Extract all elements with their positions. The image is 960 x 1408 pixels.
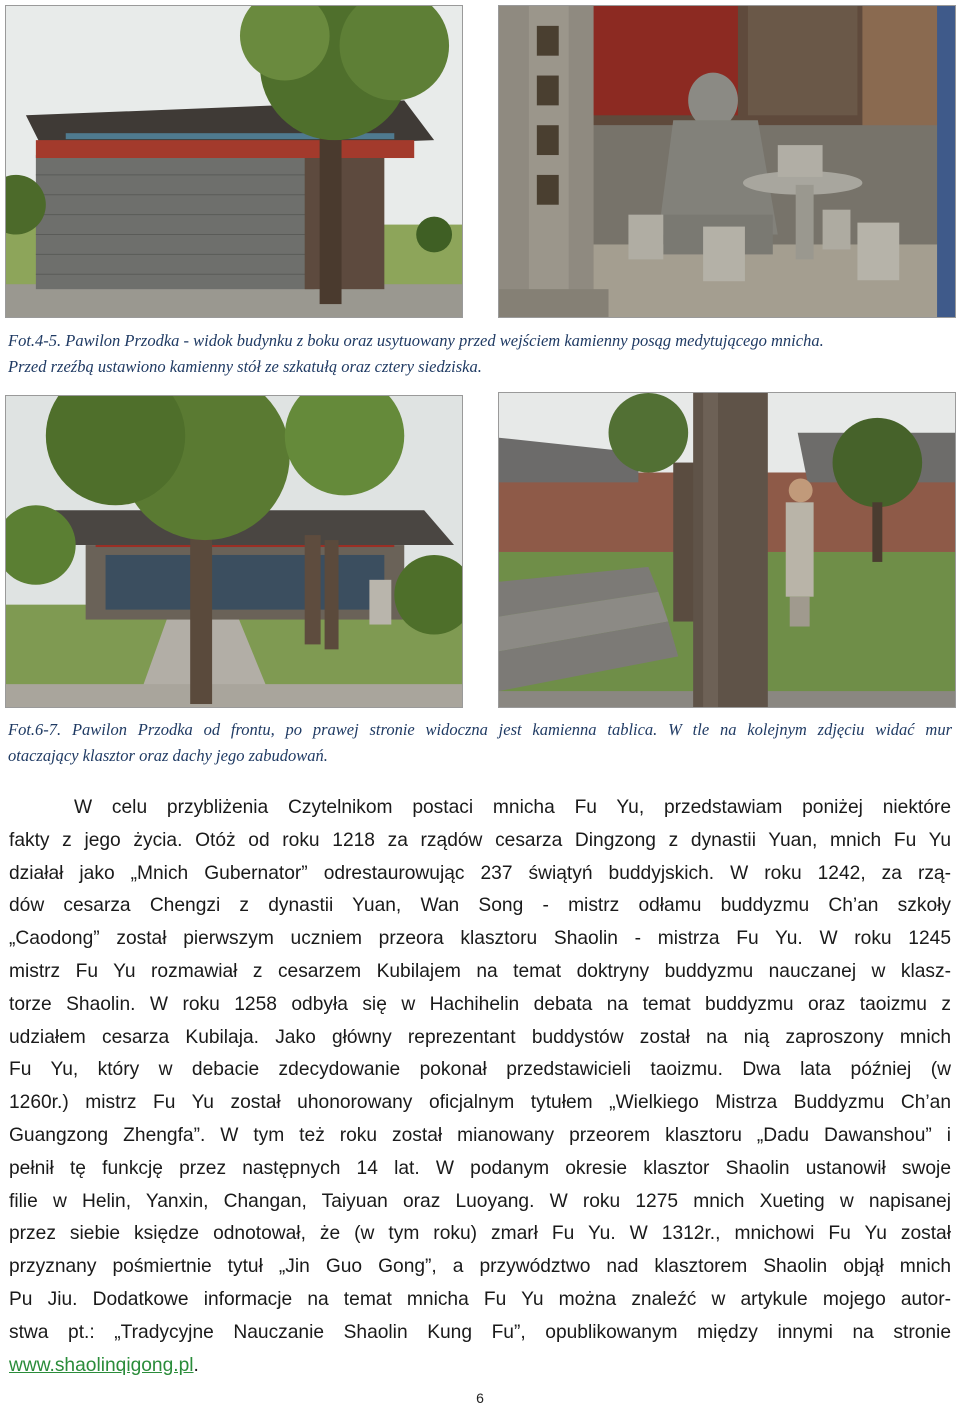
period: .	[193, 1354, 199, 1376]
photo-pavilion-front	[5, 395, 463, 708]
body-line: pełnił tę funkcję przez następnych 14 lat. W podanym okresie klasztor Shaolin ustanowił swoje	[9, 1157, 951, 1179]
photo-pavilion-side	[5, 5, 463, 318]
body-line: stwa pt.: „Tradycyjne Nauczanie Shaolin Kung Fu”, opublikowanym między innymi na stronie	[9, 1321, 951, 1343]
article-body	[9, 792, 951, 1382]
body-line: 1260r.) mistrz Fu Yu został uhonorowany oficjalnym tytułem „Wielkiego Mistrza Buddyzmu Ch’an	[9, 1092, 951, 1114]
body-line: fakty z jego życia. Otóż od roku 1218 za rządów cesarza Dingzong z dynastii Yuan, mnich Fu Yu	[9, 829, 951, 851]
photo-stone-statue	[498, 5, 956, 318]
body-line: Fu Yu, który w debacie zdecydowanie pokonał przedstawicieli taoizmu. Dwa lata później (w	[9, 1059, 951, 1081]
caption-line: otaczający klasztor oraz dachy jego zabudowań.	[8, 746, 328, 765]
body-line: Guangzong Zhengfa”. W tym też roku został mianowany przeorem klasztoru „Dadu Dawanshou” i	[9, 1124, 951, 1146]
caption-line: Fot.6-7. Pawilon Przodka od frontu, po prawej stronie widoczna jest kamienna tablica. W tle na kolejnym zdjęciu widać mur	[8, 720, 952, 739]
photo-monk-courtyard	[498, 392, 956, 708]
website-link[interactable]: www.shaolinqigong.pl	[9, 1354, 194, 1376]
caption-line: Fot.4-5. Pawilon Przodka - widok budynku z boku oraz usytuowany przed wejściem kamienny posąg medytującego mnicha.	[8, 331, 824, 350]
caption-photos-6-7	[8, 717, 952, 769]
body-line-last	[9, 1350, 951, 1383]
caption-photos-4-5	[8, 328, 952, 380]
page-number: 6	[476, 1390, 484, 1406]
body-line: „Caodong” został pierwszym uczniem przeora klasztoru Shaolin - mistrza Fu Yu. W roku 1245	[9, 928, 951, 950]
body-line: mistrz Fu Yu rozmawiał z cesarzem Kubilajem na temat doktryny buddyzmu nauczanej w klasz-	[9, 960, 951, 982]
caption-line: Przed rzeźbą ustawiono kamienny stół ze szkatułą oraz cztery siedziska.	[8, 357, 482, 376]
body-line: W celu przybliżenia Czytelnikom postaci mnicha Fu Yu, przedstawiam poniżej niektóre	[74, 797, 951, 818]
body-line: udziałem cesarza Kubilaja. Jako główny reprezentant buddystów został na nią zaproszony mnich	[9, 1026, 951, 1048]
body-line: torze Shaolin. W roku 1258 odbyła się w Hachihelin debata na temat buddyzmu oraz taoizmu z	[9, 993, 951, 1015]
body-line: Pu Jiu. Dodatkowe informacje na temat mnicha Fu Yu można znaleźć w artykule mojego autor-	[9, 1288, 951, 1310]
body-line: przez siebie księdze odnotował, że (w tym roku) zmarł Fu Yu. W 1312r., mnichowi Fu Yu został	[9, 1223, 951, 1245]
body-line: przyznany pośmiertnie tytuł „Jin Guo Gong”, a przywództwo nad klasztorem Shaolin objął mnich	[9, 1256, 951, 1278]
body-line: działał jako „Mnich Gubernator” odrestaurowując 237 świątyń buddyjskich. W roku 1242, za rzą-	[9, 862, 951, 884]
body-line: filie w Helin, Yanxin, Changan, Taiyuan oraz Luoyang. W roku 1275 mnich Xueting w napisanej	[9, 1190, 951, 1212]
body-line: dów cesarza Chengzi z dynastii Yuan, Wan Song - mistrz odłamu buddyzmu Ch’an szkoły	[9, 895, 951, 917]
